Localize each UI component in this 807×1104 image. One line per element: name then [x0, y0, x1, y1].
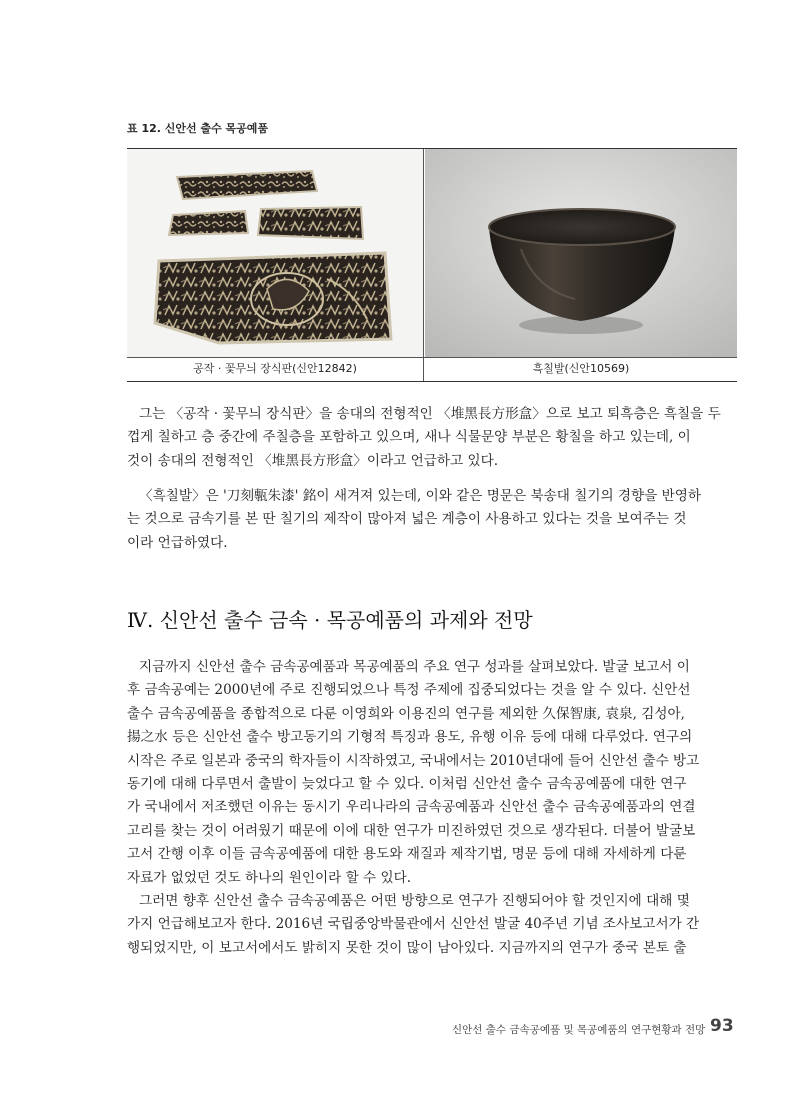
paragraph-2 [127, 485, 739, 555]
figure-caption-right: 흑칠발(신안10569) [532, 362, 630, 375]
paragraph-line: 지금까지 신안선 출수 금속공예품과 목공예품의 주요 연구 성과를 살펴보았다. 발굴 보고서 이 [139, 659, 690, 675]
paragraph-line: 것이 송대의 전형적인 〈堆黑長方形盒〉이라고 언급하고 있다. [127, 452, 499, 469]
figure-caption-divider [127, 357, 737, 358]
paragraph-line: 행되었지만, 이 보고서에서도 밝히지 못한 것이 많이 남아있다. 지금까지의 연구가 중국 본토 출 [127, 939, 687, 956]
paragraph-line: 그러면 향후 신안선 출수 금속공예품은 어떤 방향으로 연구가 진행되어야 할 것인지에 대해 몇 [139, 893, 690, 909]
paragraph-line: 는 것으로 금속기를 본 딴 칠기의 제작이 많아져 넓은 계층이 사용하고 있다는 것을 보여주는 것 [127, 511, 687, 528]
paragraph-line: 고서 간행 이후 이들 금속공예품에 대한 용도와 재질과 제작기법, 명문 등에 대해 자세하게 다룬 [127, 846, 687, 863]
lacquer-panels-photo [127, 149, 423, 357]
figure-table [127, 148, 737, 382]
table-caption: 표 12. 신안선 출수 목공예품 [127, 122, 269, 135]
paragraph-line: 揚之水 등은 신안선 출수 방고동기의 기형적 특징과 용도, 유행 이유 등에 대해 다루었다. 연구의 [127, 729, 693, 746]
paragraph-line: 자료가 없었던 것도 하나의 원인이라 할 수 있다. [127, 869, 412, 886]
paragraph-line: 출수 금속공예품을 종합적으로 다룬 이영희와 이용진의 연구를 제외한 久保智康, 袁泉, 김성아, [127, 705, 685, 722]
paragraph-line: 가지 언급해보고자 한다. 2016년 국립중앙박물관에서 신안선 발굴 40주년 기념 조사보고서가 간 [127, 916, 700, 933]
paragraph-line: 이라 언급하였다. [127, 534, 228, 551]
section-heading: Ⅳ. 신안선 출수 금속 · 목공예품의 과제와 전망 [127, 608, 533, 632]
figure-caption-left: 공작 · 꽃무늬 장식판(신안12842) [193, 362, 357, 375]
paragraph-line: 〈흑칠발〉은 '刀刻甎朱漆' 銘이 새겨져 있는데, 이와 같은 명문은 북송대 칠기의 경향을 반영하 [139, 488, 702, 504]
paragraph-line: 가 국내에서 저조했던 이유는 동시기 우리나라의 금속공예품과 신안선 출수 금속공예품과의 연결 [127, 799, 696, 816]
page-number: 93 [710, 1016, 734, 1036]
paragraph-line: 그는 〈공작 · 꽃무늬 장식판〉을 송대의 전형적인 〈堆黑長方形盒〉으로 보고 퇴흑층은 흑칠을 두 [139, 406, 721, 422]
paragraph-line: 동기에 대해 다루면서 출발이 늦었다고 할 수 있다. 이처럼 신안선 출수 금속공예품에 대한 연구 [127, 776, 687, 793]
paragraph-4 [127, 890, 739, 960]
black-lacquer-bowl-image [425, 149, 737, 357]
paragraph-line: 시작은 주로 일본과 중국의 학자들이 시작하였고, 국내에서는 2010년대에 들어 신안선 출수 방고 [127, 752, 700, 769]
black-lacquer-bowl-photo [425, 149, 737, 357]
paragraph-line: 고리를 찾는 것이 어려웠기 때문에 이에 대한 연구가 미진하였던 것으로 생각된다. 더불어 발굴보 [127, 822, 696, 839]
paragraph-line: 후 금속공예는 2000년에 주로 진행되었으나 특정 주제에 집중되었다는 것을 알 수 있다. 신안선 [127, 682, 691, 699]
paragraph-line: 껍게 칠하고 층 중간에 주칠층을 포함하고 있으며, 새나 식물문양 부분은 황칠을 하고 있는데, 이 [127, 429, 691, 446]
paragraph-3 [127, 656, 739, 890]
lacquer-panels-image [127, 149, 423, 357]
paragraph-1 [127, 403, 739, 473]
figure-column-divider [423, 149, 424, 381]
running-footer-title: 신안선 출수 금속공예품 및 목공예품의 연구현황과 전망 [452, 1024, 706, 1036]
